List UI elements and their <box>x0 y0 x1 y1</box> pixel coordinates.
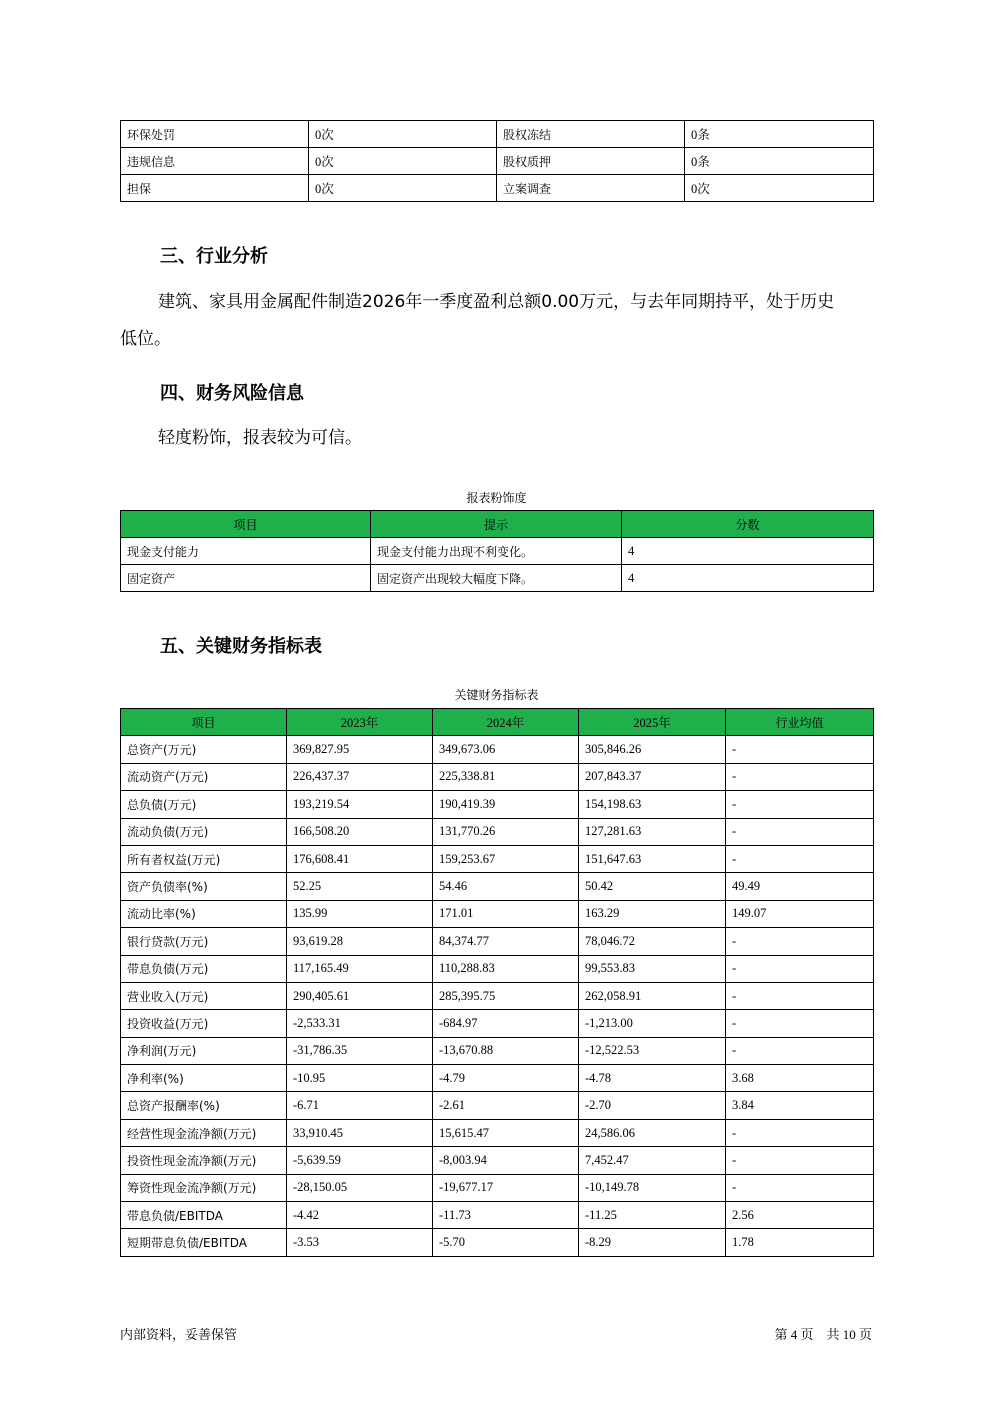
indicator-value-cell: 154,198.63 <box>579 791 726 818</box>
indicator-value-cell: -10,149.78 <box>579 1174 726 1201</box>
table-header-cell: 2025年 <box>579 709 726 736</box>
indicator-value-cell: 49.49 <box>726 873 874 900</box>
table-header-cell: 分数 <box>622 511 874 538</box>
indicator-value-cell: 176,608.41 <box>287 845 433 872</box>
indicator-value-cell: 369,827.95 <box>287 736 433 763</box>
indicator-value-cell: 1.78 <box>726 1229 874 1256</box>
indicator-value-cell: - <box>726 763 874 790</box>
indicator-value-cell: -5.70 <box>433 1229 579 1256</box>
indicator-value-cell: 117,165.49 <box>287 955 433 982</box>
indicator-value-cell: -3.53 <box>287 1229 433 1256</box>
indicator-name-cell: 带息负债(万元) <box>121 955 287 982</box>
table-row <box>121 845 874 872</box>
indicator-value-cell: -8,003.94 <box>433 1147 579 1174</box>
indicator-value-cell: 290,405.61 <box>287 982 433 1009</box>
indicator-value-cell: 225,338.81 <box>433 763 579 790</box>
indicator-value-cell: 131,770.26 <box>433 818 579 845</box>
whitewash-table <box>120 510 874 592</box>
indicator-name-cell: 流动负债(万元) <box>121 818 287 845</box>
risk-label-cell: 股权质押 <box>497 148 685 175</box>
indicator-value-cell: 110,288.83 <box>433 955 579 982</box>
table-header-cell: 2023年 <box>287 709 433 736</box>
table-row <box>121 982 874 1009</box>
indicator-value-cell: - <box>726 955 874 982</box>
indicator-value-cell: 171.01 <box>433 900 579 927</box>
indicator-value-cell: 285,395.75 <box>433 982 579 1009</box>
indicator-value-cell: 127,281.63 <box>579 818 726 845</box>
table-cell: 固定资产 <box>121 565 371 592</box>
table-header-cell: 提示 <box>371 511 622 538</box>
indicator-value-cell: -5,639.59 <box>287 1147 433 1174</box>
table-row <box>121 818 874 845</box>
risk-summary-table <box>120 120 874 202</box>
indicator-value-cell: 78,046.72 <box>579 928 726 955</box>
indicator-name-cell: 总负债(万元) <box>121 791 287 818</box>
indicator-value-cell: - <box>726 1174 874 1201</box>
indicator-value-cell: -11.25 <box>579 1202 726 1229</box>
section3-text-line1: 建筑、家具用金属配件制造2026年一季度盈利总额0.00万元，与去年同期持平，处于历史 <box>158 292 835 312</box>
indicator-name-cell: 所有者权益(万元) <box>121 845 287 872</box>
table-cell: 固定资产出现较大幅度下降。 <box>371 565 622 592</box>
indicator-value-cell: 2.56 <box>726 1202 874 1229</box>
indicator-value-cell: 149.07 <box>726 900 874 927</box>
risk-value-cell: 0条 <box>685 121 874 148</box>
risk-value-cell: 0次 <box>309 175 497 202</box>
risk-label-cell: 担保 <box>121 175 309 202</box>
table-header-cell: 2024年 <box>433 709 579 736</box>
table-row <box>121 1037 874 1064</box>
indicator-value-cell: 7,452.47 <box>579 1147 726 1174</box>
table-row <box>121 1174 874 1201</box>
indicator-value-cell: 135.99 <box>287 900 433 927</box>
indicator-name-cell: 经营性现金流净额(万元) <box>121 1119 287 1146</box>
indicator-value-cell: -1,213.00 <box>579 1010 726 1037</box>
indicator-value-cell: -8.29 <box>579 1229 726 1256</box>
indicator-value-cell: 24,586.06 <box>579 1119 726 1146</box>
indicator-name-cell: 营业收入(万元) <box>121 982 287 1009</box>
table-row <box>121 1092 874 1119</box>
indicator-value-cell: -31,786.35 <box>287 1037 433 1064</box>
indicator-value-cell: - <box>726 845 874 872</box>
section4-title: 四、财务风险信息 <box>160 383 304 404</box>
indicator-value-cell: -11.73 <box>433 1202 579 1229</box>
risk-value-cell: 0次 <box>309 121 497 148</box>
indicator-value-cell: 226,437.37 <box>287 763 433 790</box>
indicator-value-cell: -4.42 <box>287 1202 433 1229</box>
indicator-value-cell: -684.97 <box>433 1010 579 1037</box>
indicator-value-cell: - <box>726 1119 874 1146</box>
table-row <box>121 121 874 148</box>
table-cell: 4 <box>622 538 874 565</box>
indicator-name-cell: 短期带息负债/EBITDA <box>121 1229 287 1256</box>
table-row <box>121 928 874 955</box>
indicator-value-cell: - <box>726 736 874 763</box>
table-header-cell: 项目 <box>121 511 371 538</box>
indicator-value-cell: 52.25 <box>287 873 433 900</box>
indicator-table <box>120 708 874 1257</box>
indicator-name-cell: 流动资产(万元) <box>121 763 287 790</box>
table-header-cell: 项目 <box>121 709 287 736</box>
indicator-value-cell: - <box>726 818 874 845</box>
indicator-name-cell: 总资产(万元) <box>121 736 287 763</box>
table-row <box>121 900 874 927</box>
indicator-value-cell: 84,374.77 <box>433 928 579 955</box>
indicator-value-cell: -2.70 <box>579 1092 726 1119</box>
table-row <box>121 791 874 818</box>
risk-label-cell: 环保处罚 <box>121 121 309 148</box>
indicator-value-cell: -4.79 <box>433 1065 579 1092</box>
risk-value-cell: 0条 <box>685 148 874 175</box>
indicator-value-cell: 190,419.39 <box>433 791 579 818</box>
risk-label-cell: 违规信息 <box>121 148 309 175</box>
table-row <box>121 1119 874 1146</box>
indicator-value-cell: 3.68 <box>726 1065 874 1092</box>
table-cell: 现金支付能力出现不利变化。 <box>371 538 622 565</box>
indicator-value-cell: 93,619.28 <box>287 928 433 955</box>
table-cell: 4 <box>622 565 874 592</box>
footer-left: 内部资料，妥善保管 <box>120 1328 238 1343</box>
indicator-value-cell: -19,677.17 <box>433 1174 579 1201</box>
indicator-value-cell: -2,533.31 <box>287 1010 433 1037</box>
indicator-value-cell: -12,522.53 <box>579 1037 726 1064</box>
risk-label-cell: 股权冻结 <box>497 121 685 148</box>
footer-page-number: 第 4 页 共 10 页 <box>774 1327 872 1342</box>
indicator-value-cell: - <box>726 791 874 818</box>
table-header-row <box>121 511 874 538</box>
indicator-name-cell: 银行贷款(万元) <box>121 928 287 955</box>
table-row <box>121 873 874 900</box>
indicator-name-cell: 投资性现金流净额(万元) <box>121 1147 287 1174</box>
table-row <box>121 538 874 565</box>
table-row <box>121 148 874 175</box>
indicator-value-cell: 151,647.63 <box>579 845 726 872</box>
table-row <box>121 1229 874 1256</box>
table-row <box>121 763 874 790</box>
indicator-value-cell: 262,058.91 <box>579 982 726 1009</box>
indicator-value-cell: -28,150.05 <box>287 1174 433 1201</box>
indicator-value-cell: - <box>726 1010 874 1037</box>
indicator-name-cell: 带息负债/EBITDA <box>121 1202 287 1229</box>
table-row <box>121 1147 874 1174</box>
indicator-value-cell: -6.71 <box>287 1092 433 1119</box>
indicator-value-cell: 54.46 <box>433 873 579 900</box>
indicator-name-cell: 流动比率(%) <box>121 900 287 927</box>
table-row <box>121 955 874 982</box>
indicator-value-cell: -13,670.88 <box>433 1037 579 1064</box>
indicator-name-cell: 净利润(万元) <box>121 1037 287 1064</box>
table-row <box>121 1065 874 1092</box>
indicator-value-cell: 207,843.37 <box>579 763 726 790</box>
indicator-value-cell: - <box>726 1037 874 1064</box>
indicator-value-cell: 15,615.47 <box>433 1119 579 1146</box>
indicator-value-cell: 166,508.20 <box>287 818 433 845</box>
risk-value-cell: 0次 <box>685 175 874 202</box>
indicator-name-cell: 资产负债率(%) <box>121 873 287 900</box>
section4-text: 轻度粉饰，报表较为可信。 <box>158 428 362 448</box>
indicator-name-cell: 投资收益(万元) <box>121 1010 287 1037</box>
section5-title: 五、关键财务指标表 <box>160 636 322 657</box>
risk-value-cell: 0次 <box>309 148 497 175</box>
risk-label-cell: 立案调查 <box>497 175 685 202</box>
table-row <box>121 1010 874 1037</box>
indicator-value-cell: 305,846.26 <box>579 736 726 763</box>
table-row <box>121 1202 874 1229</box>
indicator-value-cell: 159,253.67 <box>433 845 579 872</box>
indicator-value-cell: -2.61 <box>433 1092 579 1119</box>
section3-title: 三、行业分析 <box>160 246 268 267</box>
indicator-table-caption: 关键财务指标表 <box>454 688 539 702</box>
indicator-name-cell: 筹资性现金流净额(万元) <box>121 1174 287 1201</box>
indicator-value-cell: 193,219.54 <box>287 791 433 818</box>
indicator-value-cell: 3.84 <box>726 1092 874 1119</box>
indicator-value-cell: -4.78 <box>579 1065 726 1092</box>
indicator-value-cell: -10.95 <box>287 1065 433 1092</box>
table-row <box>121 175 874 202</box>
indicator-value-cell: 50.42 <box>579 873 726 900</box>
indicator-value-cell: 99,553.83 <box>579 955 726 982</box>
table-header-row <box>121 709 874 736</box>
whitewash-table-caption: 报表粉饰度 <box>466 491 527 505</box>
indicator-value-cell: 33,910.45 <box>287 1119 433 1146</box>
section3-text-line2: 低位。 <box>120 329 171 349</box>
table-row <box>121 736 874 763</box>
table-row <box>121 565 874 592</box>
indicator-value-cell: - <box>726 982 874 1009</box>
indicator-value-cell: 349,673.06 <box>433 736 579 763</box>
indicator-value-cell: 163.29 <box>579 900 726 927</box>
indicator-name-cell: 净利率(%) <box>121 1065 287 1092</box>
table-cell: 现金支付能力 <box>121 538 371 565</box>
table-header-cell: 行业均值 <box>726 709 874 736</box>
indicator-value-cell: - <box>726 928 874 955</box>
indicator-name-cell: 总资产报酬率(%) <box>121 1092 287 1119</box>
indicator-value-cell: - <box>726 1147 874 1174</box>
